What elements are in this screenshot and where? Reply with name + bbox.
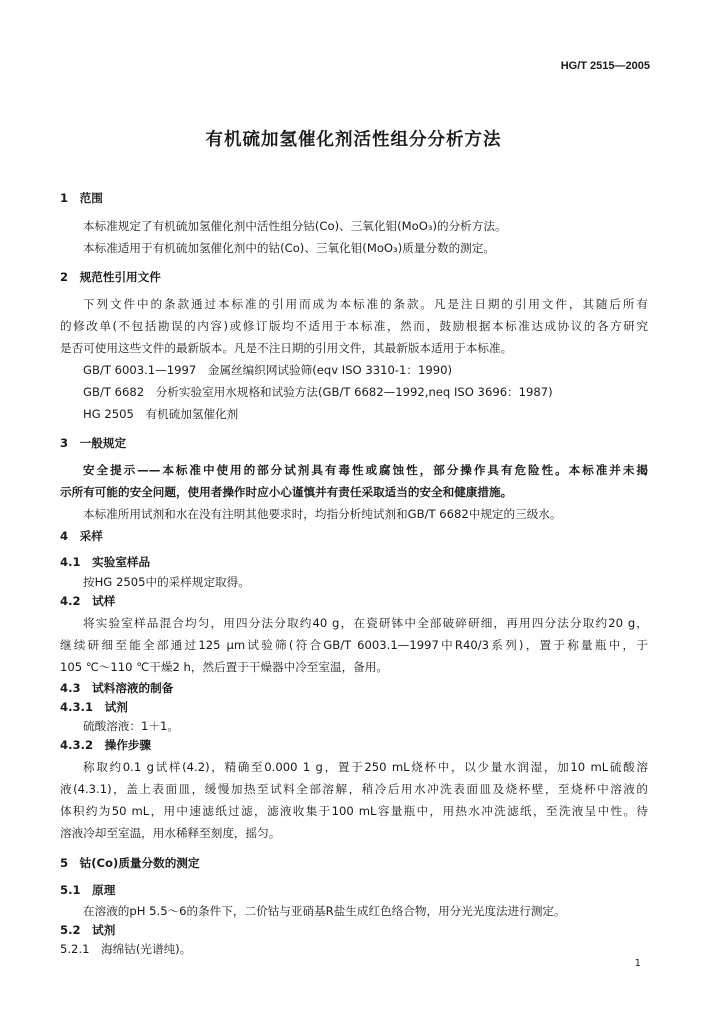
section-heading-3: 3 一般规定: [60, 436, 127, 450]
paragraph-line: 溶液冷却至室温，用水稀释至刻度，摇匀。: [60, 826, 281, 840]
paragraph-line: 本标准所用试剂和水在没有注明其他要求时，均指分析纯试剂和GB/T 6682中规定的三级水。: [83, 507, 562, 521]
paragraph-line: 下列文件中的条款通过本标准的引用而成为本标准的条款。凡是注日期的引用文件，其随后所有: [83, 297, 648, 311]
standard-code: HG/T 2515—2005: [560, 60, 650, 72]
section-heading-2: 2 规范性引用文件: [60, 270, 161, 284]
paragraph-line: 105 ℃～110 ℃干燥2 h，然后置于干燥器中冷至室温，备用。: [60, 660, 388, 674]
subsection-heading: 4.2 试样: [60, 594, 116, 608]
subsection-heading: 5.1 原理: [60, 883, 116, 897]
section-heading-5: 5 钴(Co)质量分数的测定: [60, 856, 200, 870]
paragraph-line: 称取约0.1 g试样(4.2)，精确至0.000 1 g，置于250 mL烧杯中，以少量水润湿，加10 mL硫酸溶: [83, 760, 648, 774]
reference-item: GB/T 6003.1—1997 金属丝编织网试验筛(eqv ISO 3310-1：1990): [83, 363, 453, 377]
section-heading-4: 4 采样: [60, 529, 103, 543]
paragraph-line: 将实验室样品混合均匀，用四分法分取约40 g，在瓷研钵中全部破碎研细，再用四分法分取约20 g，: [83, 616, 648, 630]
reference-item: HG 2505 有机硫加氢催化剂: [83, 407, 239, 421]
reference-item: GB/T 6682 分析实验室用水规格和试验方法(GB/T 6682—1992,neq ISO 3696：1987): [83, 385, 553, 399]
subsection-heading: 4.3.2 操作步骤: [60, 738, 151, 752]
paragraph-line: 本标准适用于有机硫加氢催化剂中的钴(Co)、三氧化钼(MoO₃)质量分数的测定。: [83, 241, 495, 255]
paragraph-line: 是否可使用这些文件的最新版本。凡是不注日期的引用文件，其最新版本适用于本标准。: [60, 341, 513, 355]
page-number: 1: [634, 958, 641, 969]
paragraph-line: 液(4.3.1)，盖上表面皿，缓慢加热至试料全部溶解，稍冷后用水冲洗表面皿及烧杯壁，至烧杯中溶液的: [60, 782, 648, 796]
paragraph-line: 体积约为50 mL，用中速滤纸过滤，滤液收集于100 mL容量瓶中，用热水冲洗滤纸，至洗液呈中性。待: [60, 804, 648, 818]
safety-note-line: 安全提示——本标准中使用的部分试剂具有毒性或腐蚀性，部分操作具有危险性。本标准并未揭: [83, 463, 648, 477]
subsection-heading: 5.2 试剂: [60, 923, 116, 937]
subsection-heading: 4.3 试料溶液的制备: [60, 681, 174, 695]
paragraph-line: 本标准规定了有机硫加氢催化剂中活性组分钴(Co)、三氧化钼(MoO₃)的分析方法。: [83, 219, 507, 233]
section-heading-1: 1 范围: [60, 191, 103, 205]
subsection-heading: 4.1 实验室样品: [60, 555, 151, 569]
paragraph-line: 按HG 2505中的采样规定取得。: [83, 575, 250, 589]
paragraph-line: 继续研细至能全部通过125 μm试验筛(符合GB/T 6003.1—1997中R40/3系列)，置于称量瓶中，于: [60, 638, 648, 652]
paragraph-line: 在溶液的pH 5.5～6的条件下，二价钴与亚硝基R盐生成红色络合物，用分光光度法进行测定。: [83, 904, 566, 918]
paragraph-line: 5.2.1 海绵钴(光谱纯)。: [60, 942, 192, 956]
paragraph-line: 硫酸溶液：1＋1。: [83, 719, 179, 733]
paragraph-line: 的修改单(不包括勘误的内容)或修订版均不适用于本标准，然而，鼓励根据本标准达成协议的各方研究: [60, 319, 648, 333]
subsection-heading: 4.3.1 试剂: [60, 700, 128, 714]
safety-note-line: 示所有可能的安全问题，使用者操作时应小心谨慎并有责任采取适当的安全和健康措施。: [60, 485, 513, 499]
page-title: 有机硫加氢催化剂活性组分分析方法: [205, 130, 502, 150]
